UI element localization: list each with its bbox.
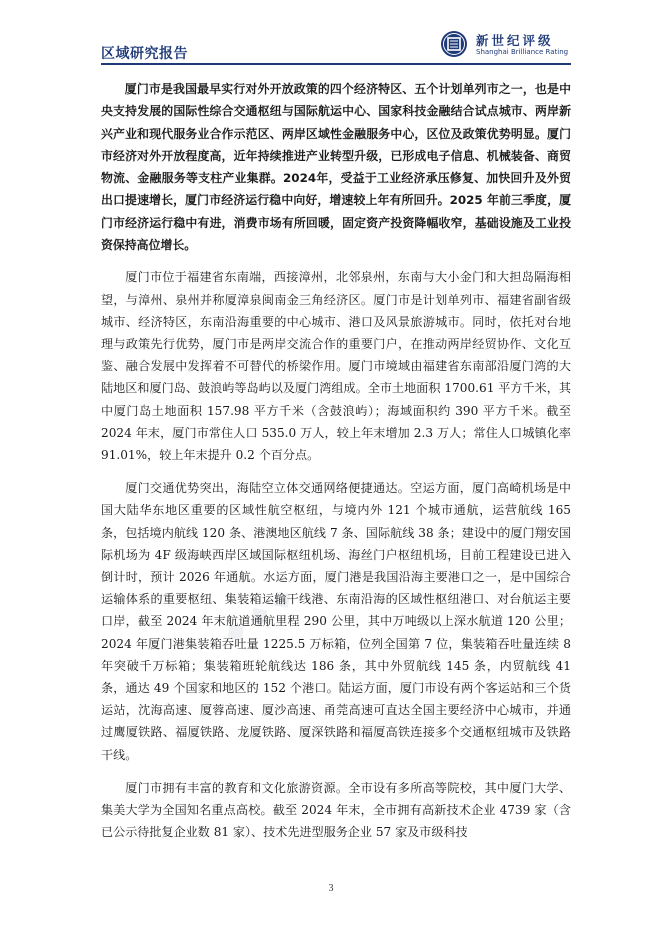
brand-emblem-icon [440, 30, 468, 58]
body-paragraph-transport: 厦门交通优势突出，海陆空立体交通网络便捷通达。空运方面，厦门高崎机场是中国大陆华东地区重要的区域性航空枢纽，与境内外 121 个城市通航，运营航线 165 条，包括境内航线 120 条、港澳地区航线 7 条、国际航线 38 条；建设中的厦门翔安国际机场为 4F 级海峡西岸区域国际枢纽机场、海丝门户枢纽机场，目前工程建设已进入倒计时，预计 2026 年通航。水运方面，厦门港是我国沿海主要港口之一，是中国综合运输体系的重要枢纽、集装箱运输干线港、东南沿海的区域性枢纽港口、对台航运主要口岸，截至 2024 年末航道通航里程 290 公里，其中万吨级以上深水航道 120 公里；2024 年厦门港集装箱吞吐量 1225.5 万标箱，位列全国第 7 位，集装箱吞吐量连续 8 年突破千万标箱；集装箱班轮航线达 186 条，其中外贸航线 145 条，内贸航线 41 条，通达 49 个国家和地区的 152 个港口。陆运方面，厦门市设有两个客运站和三个货运站，沈海高速、厦蓉高速、厦沙高速、甬莞高速可直达全国主要经济中心城市，并通过鹰厦铁路、福厦铁路、龙厦铁路、厦深铁路和福厦高铁连接多个交通枢纽城市及铁路干线。 [101, 481, 571, 762]
body-paragraph-location: 厦门市位于福建省东南端，西接漳州，北邻泉州，东南与大小金门和大担岛隔海相望，与漳州、泉州并称厦漳泉闽南金三角经济区。厦门市是计划单列市、福建省副省级城市、经济特区，东南沿海重要的中心城市、港口及风景旅游城市。同时，依托对台地理与政策先行优势，厦门市是两岸交流合作的重要门户，在推动两岸经贸协作、文化互鉴、融合发展中发挥着不可替代的桥梁作用。厦门市境域由福建省东南部沿厦门湾的大陆地区和厦门岛、鼓浪屿等岛屿以及厦门湾组成。全市土地面积 1700.61 平方千米，其中厦门岛土地面积 157.98 平方千米（含鼓浪屿）；海域面积约 390 平方千米。截至 2024 年末，厦门市常住人口 535.0 万人，较上年末增加 2.3 万人；常住人口城镇化率 91.01%，较上年末提升 0.2 个百分点。 [101, 270, 571, 462]
page-number: 3 [328, 883, 334, 894]
body-paragraph-education: 厦门市拥有丰富的教育和文化旅游资源。全市设有多所高等院校，其中厦门大学、集美大学为全国知名重点高校。截至 2024 年末，全市拥有高新技术企业 4739 家（含已公示待批复企业数 81 家）、技术先进型服务企业 57 家及市级科技 [101, 780, 571, 840]
summary-paragraph: 厦门市是我国最早实行对外开放政策的四个经济特区、五个计划单列市之一，也是中央支持发展的国际性综合交通枢纽与国际航运中心、国家科技金融结合试点城市、两岸新兴产业和现代服务业合作示范区、两岸区域性金融服务中心，区位及政策优势明显。厦门市经济对外开放程度高，近年持续推进产业转型升级，已形成电子信息、机械装备、商贸物流、金融服务等支柱产业集群。2024年，受益于工业经济承压修复、加快回升及外贸出口提速增长，厦门市经济运行稳中向好，增速较上年有所回升。2025 年前三季度，厦门市经济运行稳中有进，消费市场有所回暖，固定资产投资降幅收窄，基础设施及工业投资保持高位增长。 [101, 82, 571, 253]
report-section-title: 区域研究报告 [101, 46, 188, 62]
watermark: ◆ ◆ ◆ [218, 580, 299, 650]
document-body [101, 78, 571, 854]
brand-logo [440, 30, 569, 60]
brand-name-en: Shanghai Brilliance Rating [476, 48, 569, 56]
page-header [0, 0, 662, 64]
header-divider [101, 63, 571, 65]
brand-name-cn: 新世纪评级 [476, 33, 554, 48]
